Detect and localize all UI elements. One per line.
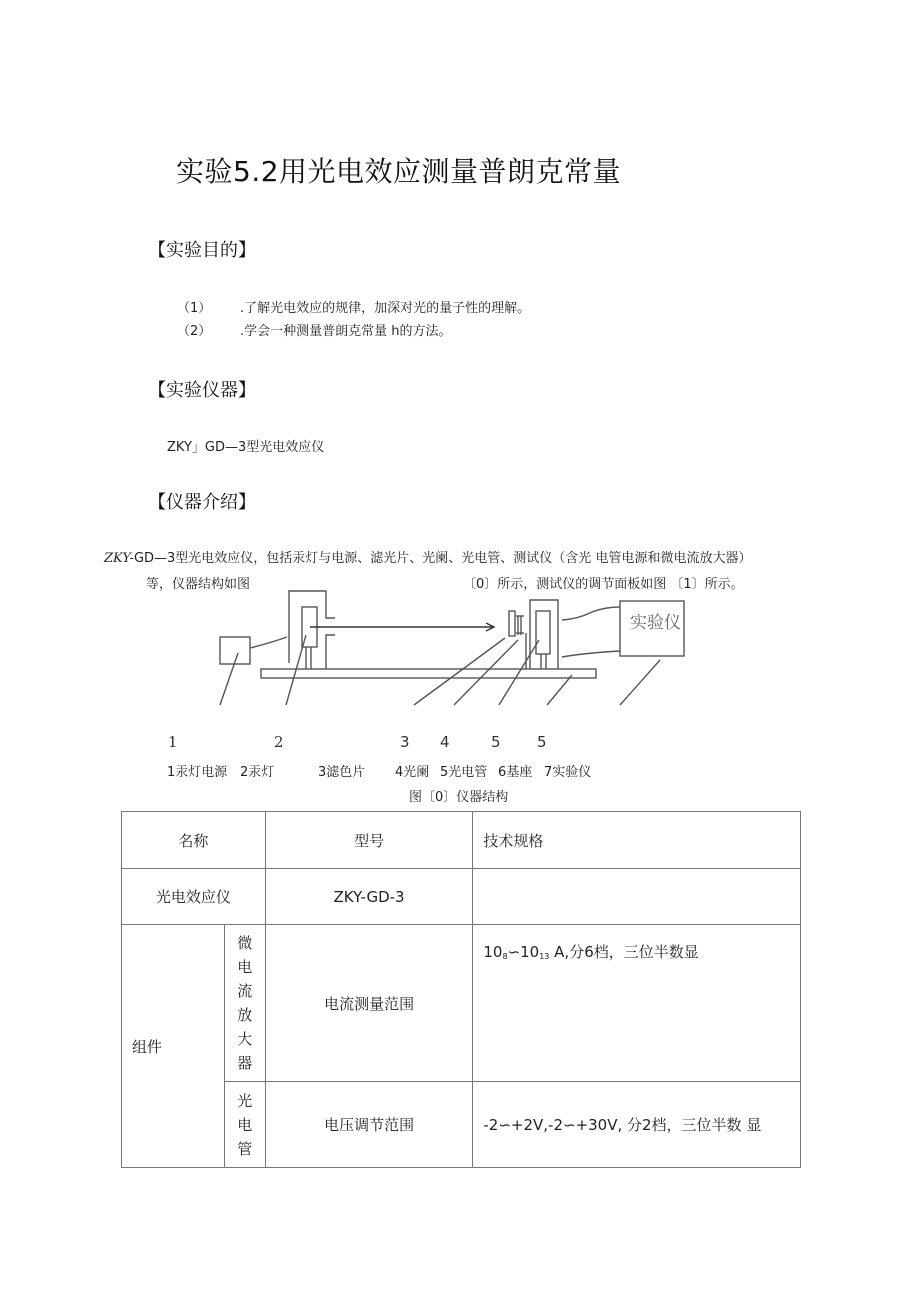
intro-line-1 — [104, 547, 751, 566]
legend-item-4: 4光阑 — [395, 765, 430, 780]
cell-spec-voltage: -2∽+2V,-2∽+30V, 分2档，三位半数 显 — [473, 1082, 801, 1168]
spec-current-sub-b: 13 — [539, 952, 550, 961]
cell-group-label: 组件 — [122, 925, 225, 1168]
figure-caption: 图〔0〕仪器结构 — [409, 790, 509, 805]
section-heading-intro: 【仪器介绍】 — [148, 492, 256, 513]
intro-line-1-prefix: ZKY- — [104, 551, 134, 566]
component-char: 电 — [237, 958, 253, 976]
spec-table — [121, 811, 801, 1168]
intro-line-2-right: 〔0〕所示，测试仪的调节面板如图 〔1〕所示。 — [463, 577, 744, 592]
purpose-item-1-text: .了解光电效应的规律，加深对光的量子性的理解。 — [240, 301, 531, 316]
cell-model: ZKY-GD-3 — [265, 869, 473, 925]
legend-item-7: 7实验仪 — [544, 765, 592, 780]
legend-item-1: 1汞灯电源 — [167, 765, 228, 780]
instrument-structure-diagram — [200, 585, 700, 715]
cell-component-phototube — [224, 1082, 265, 1168]
section-heading-purpose: 【实验目的】 — [148, 240, 256, 261]
component-char: 放 — [237, 1006, 253, 1024]
cell-spec — [473, 869, 801, 925]
table-row — [122, 925, 801, 1082]
table-row — [122, 869, 801, 925]
legend-item-6: 6基座 — [498, 765, 533, 780]
table-header-row — [122, 812, 801, 869]
filter — [509, 611, 515, 636]
figure-number-4: 4 — [440, 733, 450, 751]
purpose-item-1-num: （1） — [177, 301, 212, 316]
purpose-item-2-text: .学会一种测量普朗克常量 h的方法。 — [240, 324, 452, 339]
figure-number-5a: 5 — [491, 733, 501, 751]
component-char: 器 — [237, 1054, 253, 1072]
purpose-item-2-num: （2） — [177, 324, 212, 339]
cell-param-current: 电流测量范围 — [265, 925, 473, 1082]
base-rail — [261, 669, 596, 678]
document-title: 实验5.2用光电效应测量普朗克常量 — [176, 155, 622, 188]
header-name: 名称 — [122, 812, 266, 869]
spec-current-rest: A,分6档，三位半数显 — [549, 943, 699, 961]
cell-param-voltage: 电压调节范围 — [265, 1082, 473, 1168]
intro-line-1-text: GD—3型光电效应仪，包括汞灯与电源、滤光片、光阑、光电管、测试仪（含光 电管电源和微电流放大器） — [133, 551, 752, 566]
legend-item-5: 5光电管 — [440, 765, 488, 780]
spec-current-sep: ∽10 — [507, 943, 540, 961]
header-model: 型号 — [265, 812, 473, 869]
legend-item-2: 2汞灯 — [240, 765, 275, 780]
intro-line-2-left: 等，仪器结构如图 — [146, 577, 251, 592]
figure-number-3: 3 — [400, 733, 410, 751]
cell-name: 光电效应仪 — [122, 869, 266, 925]
cell-spec-current — [473, 925, 801, 1082]
figure-number-1: 1 — [168, 733, 178, 751]
header-spec: 技术规格 — [473, 812, 801, 869]
figure-number-2: 2 — [274, 733, 284, 751]
spec-current-base: 10 — [483, 943, 503, 961]
instrument-name: ZKY」GD—3型光电效应仪 — [167, 440, 325, 455]
cell-component-amplifier — [224, 925, 265, 1082]
section-heading-instruments: 【实验仪器】 — [148, 380, 256, 401]
component-char: 光 — [237, 1091, 253, 1110]
phototube — [536, 611, 550, 654]
component-char: 流 — [237, 982, 253, 1000]
component-char: 管 — [237, 1139, 253, 1158]
tester-label: 实验仪 — [630, 613, 681, 633]
spec-current-sub-a: 8 — [502, 952, 508, 961]
legend-item-3: 3滤色片 — [318, 765, 366, 780]
component-char: 微 — [237, 934, 253, 952]
figure-number-5b: 5 — [537, 733, 547, 751]
component-char: 电 — [237, 1115, 253, 1134]
component-char: 大 — [237, 1030, 253, 1048]
table-row — [122, 1082, 801, 1168]
